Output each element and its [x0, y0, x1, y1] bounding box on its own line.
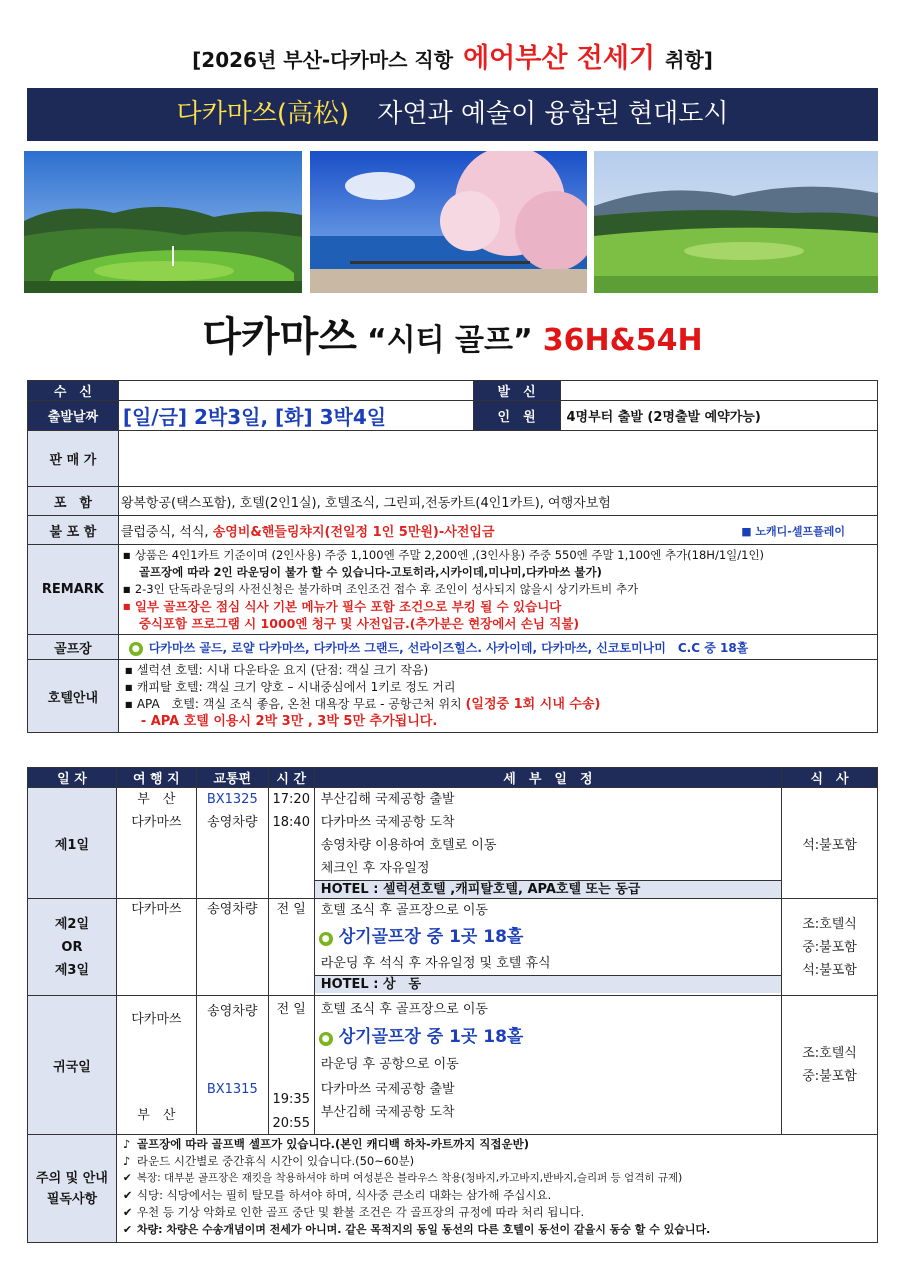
day2-items — [314, 899, 781, 996]
include-value: 왕복항공(택스포함), 호텔(2인1실), 호텔조식, 그린피,전동카트(4인1카트), 여행자보험 — [118, 487, 877, 516]
day3-time — [268, 996, 314, 1135]
golf-value — [118, 635, 877, 660]
day1-transport — [196, 788, 268, 899]
golf-ball-icon: ● — [129, 642, 143, 656]
hotel-apa-note: (일정중 1회 시내 수송) — [465, 697, 601, 712]
day3-row — [28, 996, 878, 1135]
row-to-from — [28, 381, 878, 401]
day3-time-dep: 19:35 — [272, 1092, 310, 1107]
exclude-value — [118, 516, 877, 545]
day3-items — [314, 996, 781, 1135]
golf-course-photo-2 — [594, 151, 878, 293]
day1-flight: BX1325 — [206, 792, 258, 807]
seller-value[interactable] — [118, 431, 877, 487]
pax-label: 인 원 — [473, 401, 560, 431]
note-item — [119, 1221, 875, 1238]
notes-row — [28, 1135, 878, 1243]
note-text: 우천 등 기상 악화로 인한 골프 중단 및 환불 조건은 각 골프장의 규정에 따라 처리 됩니다. — [136, 1205, 585, 1219]
itinerary-item: 라운딩 후 석식 후 자유일정 및 호텔 휴식 — [320, 956, 551, 971]
day1-time-dep: 17:20 — [272, 792, 310, 807]
day3-time-arr: 20:55 — [272, 1116, 310, 1131]
exclude-label: 불 포 함 — [28, 516, 119, 545]
hotel-item: ■ 셀럭션 호텔: 시내 다운타운 요지 (단점: 객실 크기 작음) — [123, 662, 873, 679]
col-meal: 식 사 — [782, 768, 878, 788]
notes-label-b: 필독사항 — [46, 1191, 98, 1207]
day3-vehicle: 송영차량 — [207, 1004, 258, 1019]
product-title — [0, 305, 905, 362]
day2-hotel: HOTEL : 상 동 — [315, 975, 781, 993]
exclude-note: ■ 노캐디-셀프플레이 — [741, 525, 845, 538]
meal-lunch: 중:불포함 — [802, 939, 857, 955]
note-text: 복장: 대부분 골프장은 재킷을 착용하셔야 하며 여성분은 블라우스 착용(청바지,카고바지,반바지,슬리퍼 등 엄격히 규제) — [136, 1172, 683, 1184]
pax-value: 4명부터 출발 (2명출발 예약가능) — [560, 401, 877, 431]
music-note-icon: ♪ — [122, 1137, 131, 1151]
seller-label: 판 매 가 — [28, 431, 119, 487]
row-date-pax — [28, 401, 878, 431]
day1-label: 제1일 — [28, 788, 117, 899]
row-exclude — [28, 516, 878, 545]
itinerary-item: 다카마쓰 국제공항 출발 — [320, 1082, 455, 1097]
row-hotel — [28, 660, 878, 733]
hotel-list — [118, 660, 877, 733]
title-main: 다카마쓰 — [202, 314, 357, 360]
note-text: 라운드 시간별로 중간휴식 시간이 있습니다.(50~60분) — [136, 1154, 415, 1168]
meal-breakfast: 조:호텔식 — [802, 1046, 857, 1061]
day2-place: 다카마쓰 — [116, 899, 196, 996]
from-value[interactable] — [560, 381, 877, 401]
day1-items — [314, 788, 781, 899]
day2-vehicle: 송영차량 — [196, 899, 268, 996]
check-icon: ✔ — [122, 1223, 133, 1236]
remark-item: ■ 일부 골프장은 점심 식사 기본 메뉴가 필수 포함 조건으로 부킹 될 수 있습니다 — [121, 598, 875, 615]
golf-label: 골프장 — [28, 635, 119, 660]
day3-meal — [782, 996, 878, 1135]
day3-flight: BX1315 — [206, 1082, 258, 1097]
remark-item: 중식포함 프로그램 시 1000엔 청구 및 사전입금.(추가분은 현장에서 손님 직불) — [138, 616, 580, 631]
itinerary-item: 다카마쓰 국제공항 도착 — [320, 815, 455, 830]
day1-time — [268, 788, 314, 899]
title-holes: 36H&54H — [542, 323, 703, 358]
day2-golf — [315, 922, 781, 952]
remark-label: REMARK — [28, 545, 119, 635]
meal-lunch: 중:불포함 — [802, 1069, 857, 1084]
day1-vehicle: 송영차량 — [207, 815, 258, 830]
remark-item: ■ 상품은 4인1카트 기준이며 (2인사용) 주중 1,100엔 주말 2,200엔 ,(3인사용) 주중 550엔 주말 1,100엔 추가(18H/1일/1인) — [121, 547, 875, 564]
date-value: [일/금] 2박3일, [화] 3박4일 — [118, 401, 473, 431]
golf-ball-icon: ● — [319, 932, 333, 946]
check-icon: ✔ — [122, 1172, 132, 1184]
day2-label — [28, 899, 117, 996]
hotel-item — [123, 696, 873, 713]
note-item — [119, 1136, 875, 1153]
col-time: 시 간 — [268, 768, 314, 788]
note-text: 골프장에 따라 골프백 셀프가 있습니다.(본인 캐디백 하차-카트까지 직접운반) — [136, 1137, 529, 1151]
note-item — [119, 1170, 875, 1187]
check-icon: ✔ — [122, 1205, 133, 1219]
exclude-red: 송영비&핸들링챠지(전일정 1인 5만원)-사전입금 — [212, 524, 495, 540]
note-item — [119, 1204, 875, 1221]
notes-label-a: 주의 및 안내 — [36, 1170, 108, 1186]
day2-meal — [782, 899, 878, 996]
day3-golf — [315, 1022, 781, 1052]
hotel-label: 호텔안내 — [28, 660, 119, 733]
row-include — [28, 487, 878, 516]
day3-label: 귀국일 — [28, 996, 117, 1135]
music-note-icon: ♪ — [122, 1154, 131, 1168]
hotel-apa: APA 호텔: 객실 조식 좋음, 온천 대욕장 무료 - 공항근처 위치 — [136, 697, 462, 711]
day3-transport — [196, 996, 268, 1135]
day1-row — [28, 788, 878, 899]
day1-meal: 석:불포함 — [782, 788, 878, 899]
day1-place-from: 부 산 — [137, 792, 176, 807]
itinerary-item: 라운딩 후 공항으로 이동 — [320, 1057, 459, 1072]
day3-place — [116, 996, 196, 1135]
header-pre: [2026년 부산-다카마스 직항 — [192, 48, 454, 72]
date-label: 출발날짜 — [28, 401, 119, 431]
col-day: 일 자 — [28, 768, 117, 788]
day2-label-or: OR — [61, 939, 83, 955]
check-icon: ✔ — [122, 1188, 133, 1202]
col-place: 여 행 지 — [116, 768, 196, 788]
day3-place-to: 부 산 — [137, 1108, 176, 1123]
day1-place — [116, 788, 196, 899]
from-label: 발 신 — [473, 381, 560, 401]
cherry-blossom-photo — [310, 151, 587, 293]
day1-hotel: HOTEL : 셀럭션호텔 ,캐피탈호텔, APA호텔 또는 동급 — [315, 880, 781, 898]
day2-label-b: 제3일 — [54, 962, 90, 978]
golf-ball-icon: ● — [319, 1032, 333, 1046]
banner-tagline: 자연과 예술이 융합된 현대도시 — [377, 99, 729, 129]
golf-courses: 다카마쓰 골드, 로얄 다카마쓰, 다카마쓰 그랜드, 선라이즈힐스. 사카이데, 다카마쓰, 신코토미나미 C.C 중 18홀 — [148, 640, 749, 655]
notes-label — [28, 1135, 117, 1243]
city-banner — [27, 88, 878, 141]
itinerary-item: 체크인 후 자유일정 — [320, 861, 430, 876]
day3-place-from: 다카마쓰 — [131, 1012, 182, 1027]
day2-label-a: 제2일 — [54, 916, 90, 932]
schedule-header — [28, 768, 878, 788]
to-value[interactable] — [118, 381, 473, 401]
day3-golf-text: 상기골프장 중 1곳 18홀 — [338, 1027, 524, 1047]
header-post: 취항] — [665, 48, 713, 72]
col-transport: 교통편 — [196, 768, 268, 788]
note-item — [119, 1153, 875, 1170]
remark-item: ■ 2-3인 단독라운딩의 사전신청은 불가하며 조인조건 접수 후 조인이 성사되지 않을시 상기카트비 추가 — [121, 581, 875, 598]
title-quote: “시티 골프” — [366, 323, 533, 358]
hotel-item: - APA 호텔 이용시 2박 3만 , 3박 5만 추가됩니다. — [140, 714, 438, 729]
include-label: 포 함 — [28, 487, 119, 516]
row-remark — [28, 545, 878, 635]
header-highlight: 에어부산 전세기 — [463, 43, 656, 74]
row-seller — [28, 431, 878, 487]
to-label: 수 신 — [28, 381, 119, 401]
day2-golf-text: 상기골프장 중 1곳 18홀 — [338, 927, 524, 947]
banner-city: 다카마쓰(高松) — [176, 99, 350, 129]
itinerary-item: 부산김해 국제공항 도착 — [320, 1105, 455, 1120]
day3-time-day: 전 일 — [276, 1002, 306, 1017]
day2-row — [28, 899, 878, 996]
remark-item: 골프장에 따라 2인 라운딩이 불가 할 수 있습니다-고토히라,시카이데,미나미,다카마쓰 불가) — [138, 565, 602, 579]
note-text: 식당: 식당에서는 필히 탈모를 하셔야 하며, 식사중 큰소리 대화는 삼가해 주십시요. — [136, 1188, 552, 1202]
remark-list — [118, 545, 877, 635]
info-table — [27, 380, 878, 733]
itinerary-item: 부산김해 국제공항 출발 — [320, 792, 455, 807]
day1-place-to: 다카마쓰 — [131, 815, 182, 830]
meal-dinner: 석:불포함 — [802, 962, 857, 978]
note-item — [119, 1187, 875, 1204]
meal-breakfast: 조:호텔식 — [802, 916, 857, 932]
hotel-item: ■ 캐피탈 호텔: 객실 크기 양호 – 시내중심에서 1키로 정도 거리 — [123, 679, 873, 696]
itinerary-item: 송영차량 이용하여 호텔로 이동 — [320, 838, 497, 853]
itinerary-item: 호텔 조식 후 골프장으로 이동 — [320, 903, 488, 918]
col-itinerary: 세 부 일 정 — [314, 768, 781, 788]
day1-time-arr: 18:40 — [272, 815, 310, 830]
golf-course-photo-1 — [24, 151, 302, 293]
itinerary-item: 호텔 조식 후 골프장으로 이동 — [320, 1002, 488, 1017]
row-golf — [28, 635, 878, 660]
notes-list — [116, 1135, 877, 1243]
note-text: 차량: 차량은 수송개념이며 전세가 아니며. 같은 목적지의 동일 동선의 다른 호텔이 동선이 같을시 동승 할 수 있습니다. — [136, 1223, 711, 1236]
document-header — [0, 36, 905, 75]
day2-time: 전 일 — [268, 899, 314, 996]
exclude-plain: 클럽중식, 석식, — [120, 524, 209, 540]
schedule-table — [27, 767, 878, 1243]
